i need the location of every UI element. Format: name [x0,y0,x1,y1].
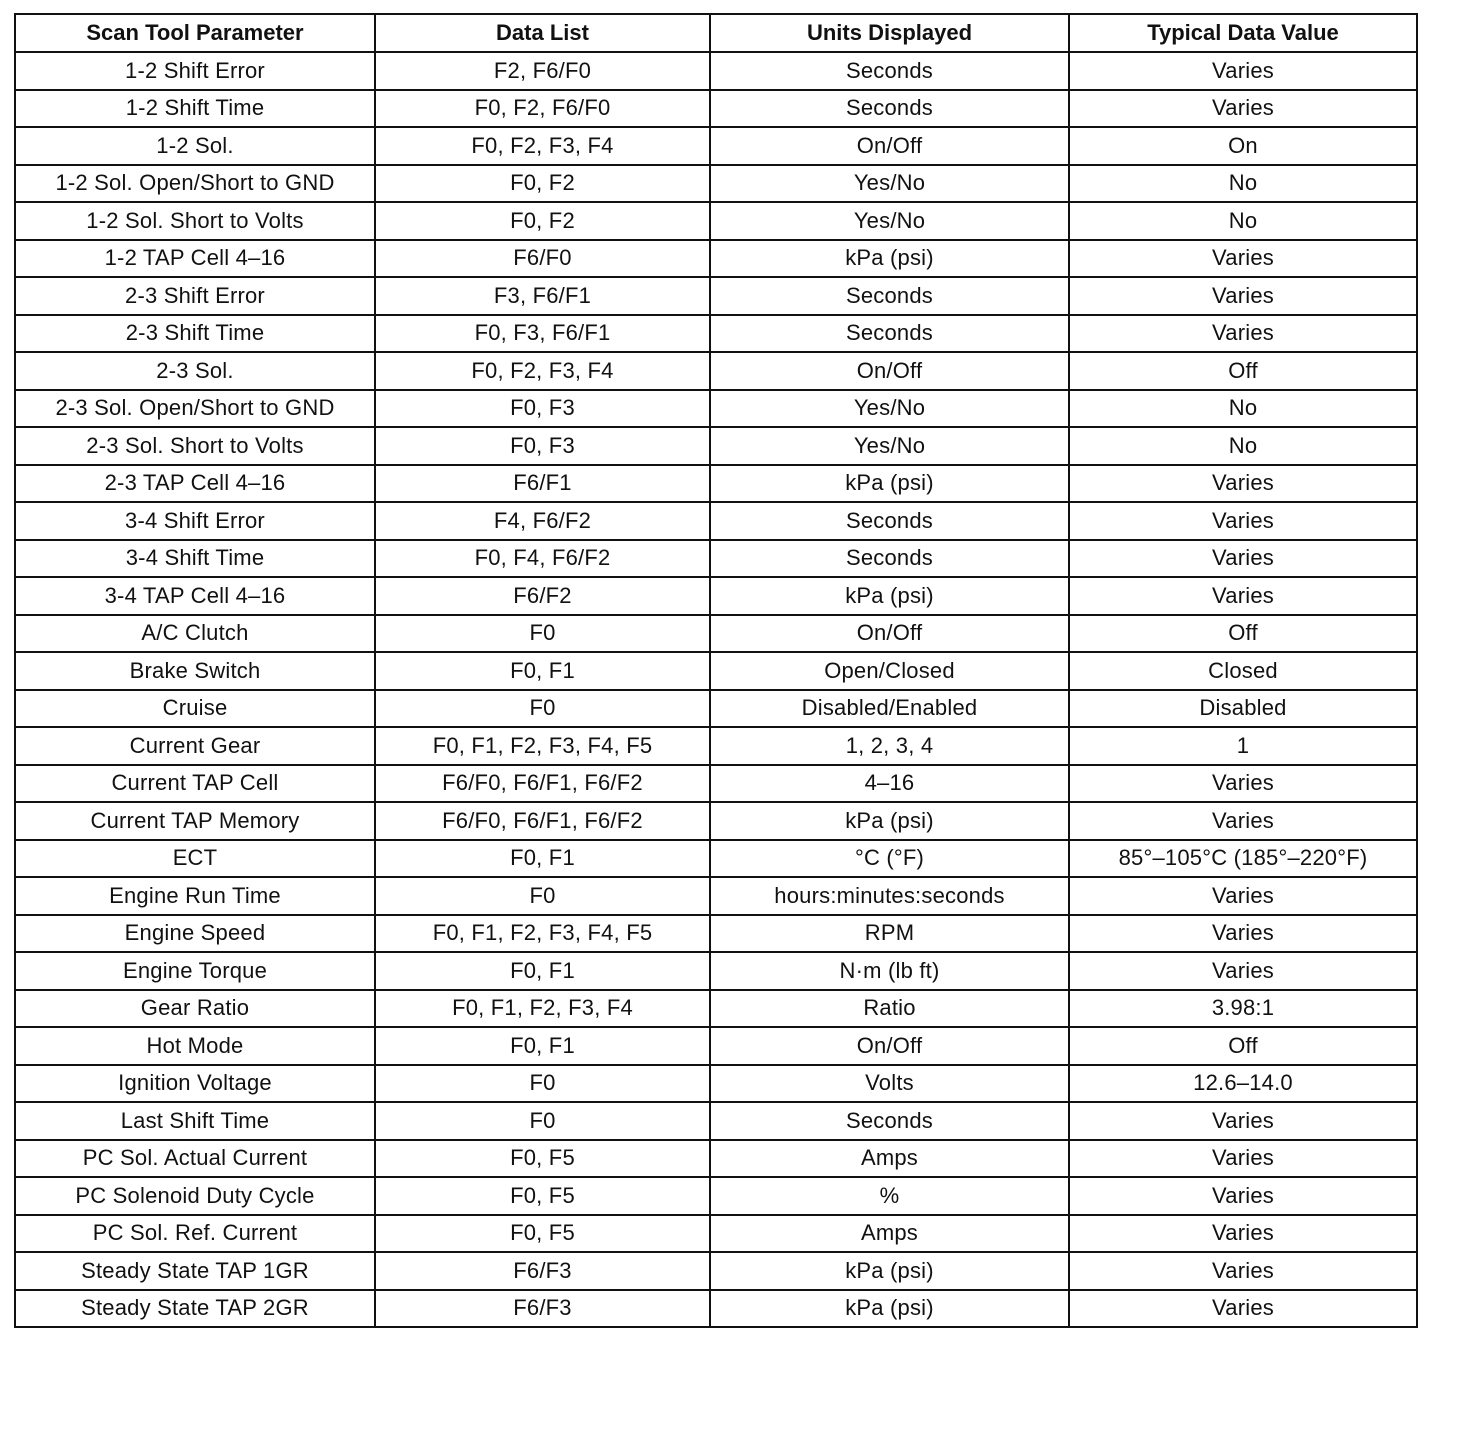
cell-typical-value: Varies [1069,540,1417,578]
cell-units: kPa (psi) [710,577,1069,615]
cell-units: Seconds [710,277,1069,315]
cell-typical-value: On [1069,127,1417,165]
cell-parameter: A/C Clutch [15,615,375,653]
cell-data-list: F0 [375,690,710,728]
cell-parameter: 2-3 Sol. Short to Volts [15,427,375,465]
cell-parameter: 2-3 Sol. Open/Short to GND [15,390,375,428]
cell-parameter: 3-4 Shift Error [15,502,375,540]
cell-units: Seconds [710,502,1069,540]
cell-units: N·m (lb ft) [710,952,1069,990]
cell-typical-value: No [1069,202,1417,240]
table-row [15,127,1417,165]
cell-parameter: Cruise [15,690,375,728]
cell-parameter: 3-4 Shift Time [15,540,375,578]
table-row [15,615,1417,653]
cell-units: Amps [710,1215,1069,1253]
cell-typical-value: Varies [1069,1290,1417,1328]
table-row [15,502,1417,540]
cell-units: 4–16 [710,765,1069,803]
table-row [15,390,1417,428]
cell-typical-value: Disabled [1069,690,1417,728]
cell-data-list: F4, F6/F2 [375,502,710,540]
table-row [15,352,1417,390]
table-header [15,14,1417,52]
cell-data-list: F0, F1 [375,840,710,878]
cell-typical-value: 85°–105°C (185°–220°F) [1069,840,1417,878]
cell-typical-value: Varies [1069,1215,1417,1253]
cell-data-list: F0, F1, F2, F3, F4, F5 [375,915,710,953]
scan-tool-data-table [14,13,1418,1328]
cell-typical-value: 3.98:1 [1069,990,1417,1028]
cell-typical-value: No [1069,427,1417,465]
cell-units: On/Off [710,1027,1069,1065]
cell-data-list: F0 [375,1065,710,1103]
cell-data-list: F0, F2 [375,165,710,203]
table-row [15,1140,1417,1178]
table-row [15,540,1417,578]
table-row [15,277,1417,315]
cell-typical-value: Varies [1069,1102,1417,1140]
cell-parameter: PC Sol. Actual Current [15,1140,375,1178]
cell-data-list: F0, F1, F2, F3, F4 [375,990,710,1028]
cell-data-list: F0, F2, F6/F0 [375,90,710,128]
cell-typical-value: Varies [1069,240,1417,278]
cell-data-list: F0, F5 [375,1140,710,1178]
table-row [15,690,1417,728]
table-row [15,952,1417,990]
header-typical-data-value: Typical Data Value [1069,14,1417,52]
table-row [15,840,1417,878]
cell-data-list: F6/F3 [375,1290,710,1328]
cell-data-list: F0, F5 [375,1177,710,1215]
table-row [15,802,1417,840]
cell-typical-value: Off [1069,615,1417,653]
cell-typical-value: Varies [1069,577,1417,615]
table-row [15,990,1417,1028]
cell-typical-value: No [1069,390,1417,428]
cell-parameter: 2-3 Shift Time [15,315,375,353]
cell-units: Seconds [710,90,1069,128]
cell-parameter: Ignition Voltage [15,1065,375,1103]
cell-data-list: F0, F5 [375,1215,710,1253]
header-row [15,14,1417,52]
table-body [15,52,1417,1327]
cell-typical-value: Closed [1069,652,1417,690]
cell-units: °C (°F) [710,840,1069,878]
cell-units: % [710,1177,1069,1215]
table-row [15,1215,1417,1253]
cell-typical-value: Varies [1069,1177,1417,1215]
cell-typical-value: Varies [1069,277,1417,315]
cell-units: Amps [710,1140,1069,1178]
cell-data-list: F0, F3 [375,390,710,428]
cell-data-list: F6/F0 [375,240,710,278]
cell-units: kPa (psi) [710,1252,1069,1290]
cell-data-list: F0, F1 [375,652,710,690]
cell-typical-value: Varies [1069,1252,1417,1290]
cell-typical-value: Off [1069,352,1417,390]
cell-data-list: F0, F3 [375,427,710,465]
cell-parameter: Current TAP Memory [15,802,375,840]
cell-units: Open/Closed [710,652,1069,690]
table-row [15,1177,1417,1215]
cell-data-list: F0 [375,615,710,653]
cell-parameter: PC Solenoid Duty Cycle [15,1177,375,1215]
cell-parameter: 1-2 Shift Error [15,52,375,90]
cell-typical-value: No [1069,165,1417,203]
table-row [15,877,1417,915]
cell-data-list: F0, F1, F2, F3, F4, F5 [375,727,710,765]
cell-parameter: 2-3 TAP Cell 4–16 [15,465,375,503]
cell-units: Yes/No [710,390,1069,428]
cell-data-list: F6/F0, F6/F1, F6/F2 [375,802,710,840]
cell-data-list: F0 [375,1102,710,1140]
cell-parameter: Current TAP Cell [15,765,375,803]
cell-parameter: 2-3 Shift Error [15,277,375,315]
table-row [15,1027,1417,1065]
cell-typical-value: Varies [1069,802,1417,840]
table-row [15,652,1417,690]
cell-units: Seconds [710,52,1069,90]
cell-typical-value: Varies [1069,1140,1417,1178]
cell-typical-value: Varies [1069,877,1417,915]
header-scan-tool-parameter: Scan Tool Parameter [15,14,375,52]
cell-parameter: Engine Speed [15,915,375,953]
table-row [15,165,1417,203]
cell-units: Seconds [710,540,1069,578]
table-row [15,1252,1417,1290]
cell-units: kPa (psi) [710,802,1069,840]
table-row [15,727,1417,765]
cell-typical-value: Varies [1069,315,1417,353]
cell-units: kPa (psi) [710,1290,1069,1328]
cell-parameter: Engine Run Time [15,877,375,915]
cell-data-list: F0, F2 [375,202,710,240]
cell-data-list: F2, F6/F0 [375,52,710,90]
cell-typical-value: Varies [1069,90,1417,128]
cell-parameter: 2-3 Sol. [15,352,375,390]
table-row [15,1102,1417,1140]
cell-units: On/Off [710,352,1069,390]
cell-units: Yes/No [710,202,1069,240]
cell-units: On/Off [710,615,1069,653]
cell-typical-value: Varies [1069,465,1417,503]
table-row [15,52,1417,90]
table-row [15,202,1417,240]
cell-data-list: F0, F3, F6/F1 [375,315,710,353]
table-row [15,1065,1417,1103]
header-units-displayed: Units Displayed [710,14,1069,52]
cell-data-list: F6/F0, F6/F1, F6/F2 [375,765,710,803]
cell-data-list: F3, F6/F1 [375,277,710,315]
cell-parameter: 1-2 Sol. Open/Short to GND [15,165,375,203]
cell-units: On/Off [710,127,1069,165]
table-row [15,1290,1417,1328]
cell-typical-value: Varies [1069,52,1417,90]
cell-typical-value: 12.6–14.0 [1069,1065,1417,1103]
cell-parameter: Engine Torque [15,952,375,990]
header-data-list: Data List [375,14,710,52]
cell-units: Disabled/Enabled [710,690,1069,728]
cell-typical-value: Varies [1069,915,1417,953]
cell-parameter: 1-2 TAP Cell 4–16 [15,240,375,278]
cell-typical-value: Varies [1069,952,1417,990]
cell-data-list: F0, F2, F3, F4 [375,127,710,165]
cell-parameter: Current Gear [15,727,375,765]
cell-units: kPa (psi) [710,240,1069,278]
cell-parameter: Steady State TAP 2GR [15,1290,375,1328]
cell-data-list: F6/F3 [375,1252,710,1290]
cell-units: Seconds [710,1102,1069,1140]
cell-parameter: 1-2 Sol. [15,127,375,165]
cell-data-list: F0, F4, F6/F2 [375,540,710,578]
cell-units: kPa (psi) [710,465,1069,503]
table-row [15,915,1417,953]
cell-parameter: Brake Switch [15,652,375,690]
cell-typical-value: Varies [1069,765,1417,803]
cell-parameter: Steady State TAP 1GR [15,1252,375,1290]
cell-units: Volts [710,1065,1069,1103]
cell-typical-value: Off [1069,1027,1417,1065]
cell-units: Yes/No [710,165,1069,203]
cell-parameter: ECT [15,840,375,878]
cell-data-list: F0 [375,877,710,915]
cell-typical-value: Varies [1069,502,1417,540]
cell-units: Yes/No [710,427,1069,465]
cell-parameter: 1-2 Sol. Short to Volts [15,202,375,240]
cell-data-list: F0, F2, F3, F4 [375,352,710,390]
cell-units: Ratio [710,990,1069,1028]
cell-units: Seconds [710,315,1069,353]
cell-units: hours:minutes:seconds [710,877,1069,915]
cell-parameter: Last Shift Time [15,1102,375,1140]
cell-units: RPM [710,915,1069,953]
table-row [15,427,1417,465]
cell-data-list: F6/F1 [375,465,710,503]
table-row [15,240,1417,278]
table-row [15,765,1417,803]
table-row [15,90,1417,128]
cell-data-list: F0, F1 [375,1027,710,1065]
cell-parameter: 1-2 Shift Time [15,90,375,128]
cell-typical-value: 1 [1069,727,1417,765]
cell-parameter: Gear Ratio [15,990,375,1028]
table-row [15,315,1417,353]
scan-tool-data-table-container [14,13,1416,1328]
cell-data-list: F6/F2 [375,577,710,615]
cell-units: 1, 2, 3, 4 [710,727,1069,765]
table-row [15,577,1417,615]
cell-parameter: Hot Mode [15,1027,375,1065]
table-row [15,465,1417,503]
cell-parameter: PC Sol. Ref. Current [15,1215,375,1253]
cell-data-list: F0, F1 [375,952,710,990]
cell-parameter: 3-4 TAP Cell 4–16 [15,577,375,615]
